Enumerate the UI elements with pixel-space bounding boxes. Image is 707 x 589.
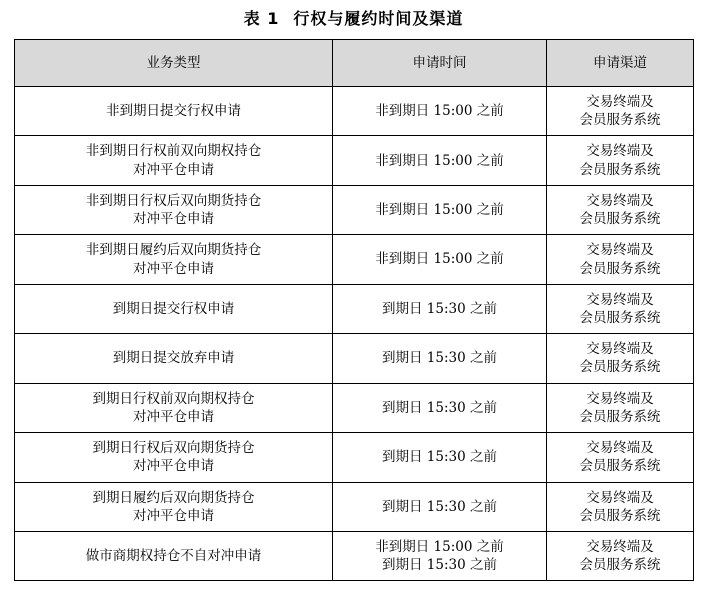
cell-line: 做市商期权持仓不自对冲申请 — [85, 548, 262, 565]
cell-application-time — [333, 284, 547, 333]
cell-line: 会员服务系统 — [579, 557, 661, 574]
cell-line: 交易终端及 — [586, 94, 654, 110]
cell-application-channel — [547, 87, 694, 136]
cell-line: 会员服务系统 — [579, 408, 661, 425]
column-header-business-type: 业务类型 — [15, 40, 333, 87]
table-row — [15, 482, 694, 531]
cell-line: 交易终端及 — [586, 390, 654, 407]
cell-line: 交易终端及 — [586, 489, 654, 506]
table-header-row — [15, 40, 694, 87]
cell-line: 到期日 15:30 之前 — [382, 498, 497, 515]
table-row — [15, 87, 694, 136]
cell-line: 对冲平仓申请 — [133, 458, 214, 475]
table-caption-title: 行权与履约时间及渠道 — [293, 9, 464, 28]
cell-application-time — [333, 531, 547, 580]
cell-line: 会员服务系统 — [579, 260, 661, 277]
cell-line: 非到期日 15:00 之前 — [375, 103, 504, 120]
cell-line: 到期日 15:30 之前 — [382, 449, 497, 466]
cell-business-type — [15, 185, 333, 234]
cell-business-type — [15, 136, 333, 185]
cell-business-type — [15, 531, 333, 580]
cell-line: 对冲平仓申请 — [133, 260, 214, 277]
table-caption-number: 表 1 — [243, 9, 280, 28]
column-header-application-time: 申请时间 — [333, 40, 547, 87]
cell-business-type — [15, 482, 333, 531]
cell-application-channel — [547, 482, 694, 531]
cell-line: 会员服务系统 — [579, 112, 661, 129]
cell-line: 到期日提交行权申请 — [112, 300, 235, 317]
table-row — [15, 383, 694, 432]
cell-application-time — [333, 433, 547, 482]
column-header-application-channel: 申请渠道 — [547, 40, 694, 87]
cell-application-channel — [547, 284, 694, 333]
cell-line: 对冲平仓申请 — [133, 408, 214, 425]
table-header — [15, 40, 694, 87]
cell-application-channel — [547, 433, 694, 482]
cell-line: 交易终端及 — [586, 143, 654, 160]
table-row — [15, 334, 694, 383]
cell-line: 交易终端及 — [586, 440, 654, 457]
cell-line: 会员服务系统 — [579, 211, 661, 228]
cell-application-channel — [547, 136, 694, 185]
cell-line: 非到期日行权后双向期货持仓 — [85, 192, 262, 209]
cell-line: 交易终端及 — [586, 341, 654, 358]
table-row — [15, 531, 694, 580]
cell-application-time — [333, 87, 547, 136]
cell-line: 会员服务系统 — [579, 161, 661, 178]
table-row — [15, 235, 694, 284]
cell-line: 交易终端及 — [586, 242, 654, 259]
cell-line: 非到期日 15:00 之前 — [375, 251, 504, 268]
cell-application-time — [333, 235, 547, 284]
cell-line: 会员服务系统 — [579, 309, 661, 326]
cell-application-time — [333, 136, 547, 185]
cell-line: 到期日履约后双向期货持仓 — [92, 489, 255, 506]
cell-application-time — [333, 334, 547, 383]
cell-application-time — [333, 482, 547, 531]
cell-application-channel — [547, 235, 694, 284]
cell-line: 会员服务系统 — [579, 359, 661, 376]
cell-line: 非到期日提交行权申请 — [106, 103, 241, 120]
cell-line: 对冲平仓申请 — [133, 507, 214, 524]
cell-line: 到期日行权前双向期权持仓 — [92, 390, 255, 407]
table-row — [15, 136, 694, 185]
cell-business-type — [15, 235, 333, 284]
table-container — [0, 39, 707, 581]
table-caption — [0, 0, 707, 39]
cell-line: 非到期日履约后双向期货持仓 — [85, 242, 262, 259]
table-row — [15, 433, 694, 482]
cell-application-channel — [547, 383, 694, 432]
cell-line: 到期日 15:30 之前 — [382, 557, 497, 574]
cell-line: 交易终端及 — [586, 291, 654, 308]
cell-business-type — [15, 383, 333, 432]
cell-line: 到期日提交放弃申请 — [112, 350, 235, 367]
cell-application-time — [333, 185, 547, 234]
cell-line: 会员服务系统 — [579, 458, 661, 475]
cell-line: 交易终端及 — [586, 538, 654, 555]
cell-line: 交易终端及 — [586, 192, 654, 209]
cell-line: 非到期日 15:00 之前 — [375, 538, 504, 555]
table-row — [15, 284, 694, 333]
cell-line: 对冲平仓申请 — [133, 211, 214, 228]
table-row — [15, 185, 694, 234]
cell-application-channel — [547, 531, 694, 580]
cell-line: 到期日 15:30 之前 — [382, 399, 497, 416]
exercise-schedule-table — [14, 39, 694, 581]
cell-application-channel — [547, 185, 694, 234]
cell-line: 到期日 15:30 之前 — [382, 300, 497, 317]
cell-business-type — [15, 433, 333, 482]
cell-business-type — [15, 334, 333, 383]
cell-line: 非到期日 15:00 之前 — [375, 152, 504, 169]
cell-line: 非到期日行权前双向期权持仓 — [85, 143, 262, 160]
cell-line: 会员服务系统 — [579, 507, 661, 524]
cell-line: 非到期日 15:00 之前 — [375, 201, 504, 218]
cell-application-channel — [547, 334, 694, 383]
cell-application-time — [333, 383, 547, 432]
cell-line: 到期日 15:30 之前 — [382, 350, 497, 367]
cell-line: 到期日行权后双向期货持仓 — [92, 440, 255, 457]
cell-business-type — [15, 284, 333, 333]
cell-line: 对冲平仓申请 — [133, 161, 214, 178]
cell-business-type — [15, 87, 333, 136]
table-body — [15, 87, 694, 581]
